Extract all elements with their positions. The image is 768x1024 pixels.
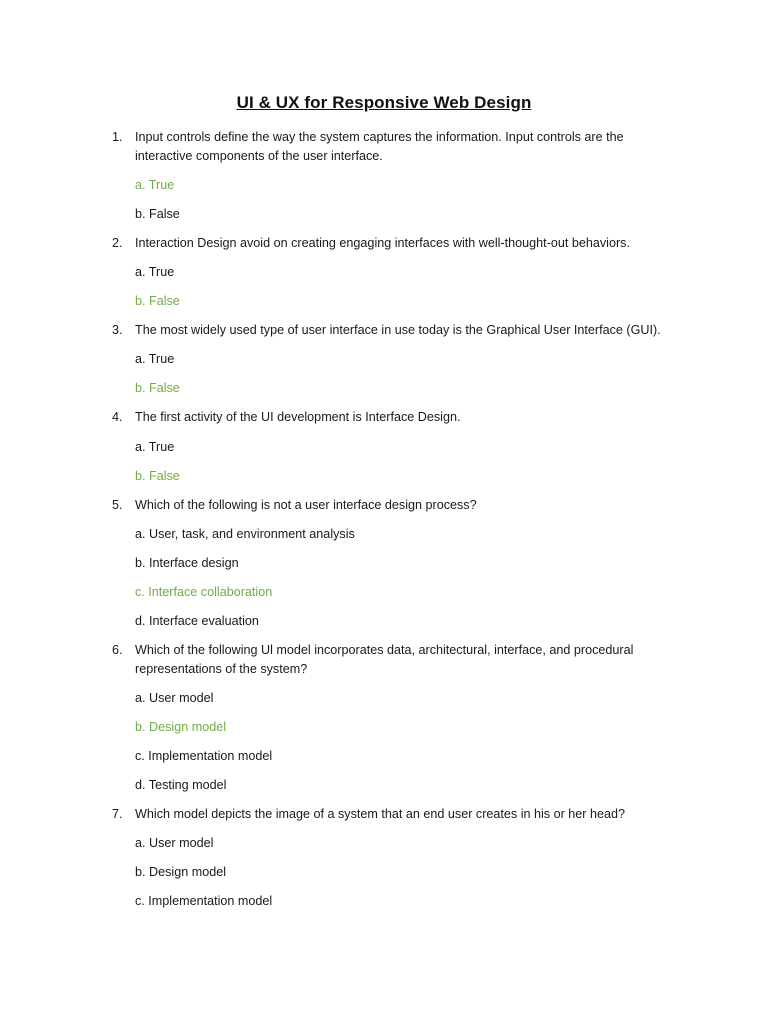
question-text: Interaction Design avoid on creating engaging interfaces with well-thought-out behaviors. [135, 236, 630, 250]
question-number: 3. [112, 323, 123, 337]
question-number: 2. [112, 236, 123, 250]
question-number: 6. [112, 643, 123, 657]
question-3-option-b: b. False [135, 381, 180, 395]
question-6-option-d: d. Testing model [135, 778, 227, 792]
question-number: 7. [112, 807, 123, 821]
question-5-option-a: a. User, task, and environment analysis [135, 527, 355, 541]
question-text: The most widely used type of user interface in use today is the Graphical User Interface (GUI). [135, 323, 661, 337]
question-7-option-a: a. User model [135, 836, 214, 850]
question-7 [112, 805, 672, 824]
question-6-option-c: c. Implementation model [135, 749, 273, 763]
question-2-option-a: a. True [135, 265, 175, 279]
question-5 [112, 496, 672, 515]
question-7-option-c: c. Implementation model [135, 894, 273, 908]
question-3-option-a: a. True [135, 352, 175, 366]
question-text: Which of the following is not a user interface design process? [135, 498, 477, 512]
question-1-option-b: b. False [135, 207, 180, 221]
question-6 [112, 641, 672, 679]
question-4-option-b: b. False [135, 469, 180, 483]
question-4-option-a: a. True [135, 440, 175, 454]
question-5-option-b: b. Interface design [135, 556, 239, 570]
question-5-option-d: d. Interface evaluation [135, 614, 259, 628]
question-number: 1. [112, 130, 123, 144]
question-4 [112, 408, 672, 427]
question-7-option-b: b. Design model [135, 865, 227, 879]
question-text: Which of the following Ul model incorporates data, architectural, interface, and procedural representations of the system? [135, 643, 634, 676]
question-text: Input controls define the way the system captures the information. Input controls are the interactive components of the user interface. [135, 130, 624, 163]
question-text: The first activity of the UI development is Interface Design. [135, 410, 461, 424]
question-1-option-a: a. True [135, 178, 175, 192]
document-title: UI & UX for Responsive Web Design [236, 93, 532, 112]
question-2-option-b: b. False [135, 294, 180, 308]
question-number: 5. [112, 498, 123, 512]
question-6-option-b: b. Design model [135, 720, 227, 734]
question-5-option-c: c. Interface collaboration [135, 585, 273, 599]
question-1 [112, 128, 672, 166]
question-3 [112, 321, 672, 340]
question-6-option-a: a. User model [135, 691, 214, 705]
question-number: 4. [112, 410, 123, 424]
question-2 [112, 234, 672, 253]
question-text: Which model depicts the image of a system that an end user creates in his or her head? [135, 807, 626, 821]
